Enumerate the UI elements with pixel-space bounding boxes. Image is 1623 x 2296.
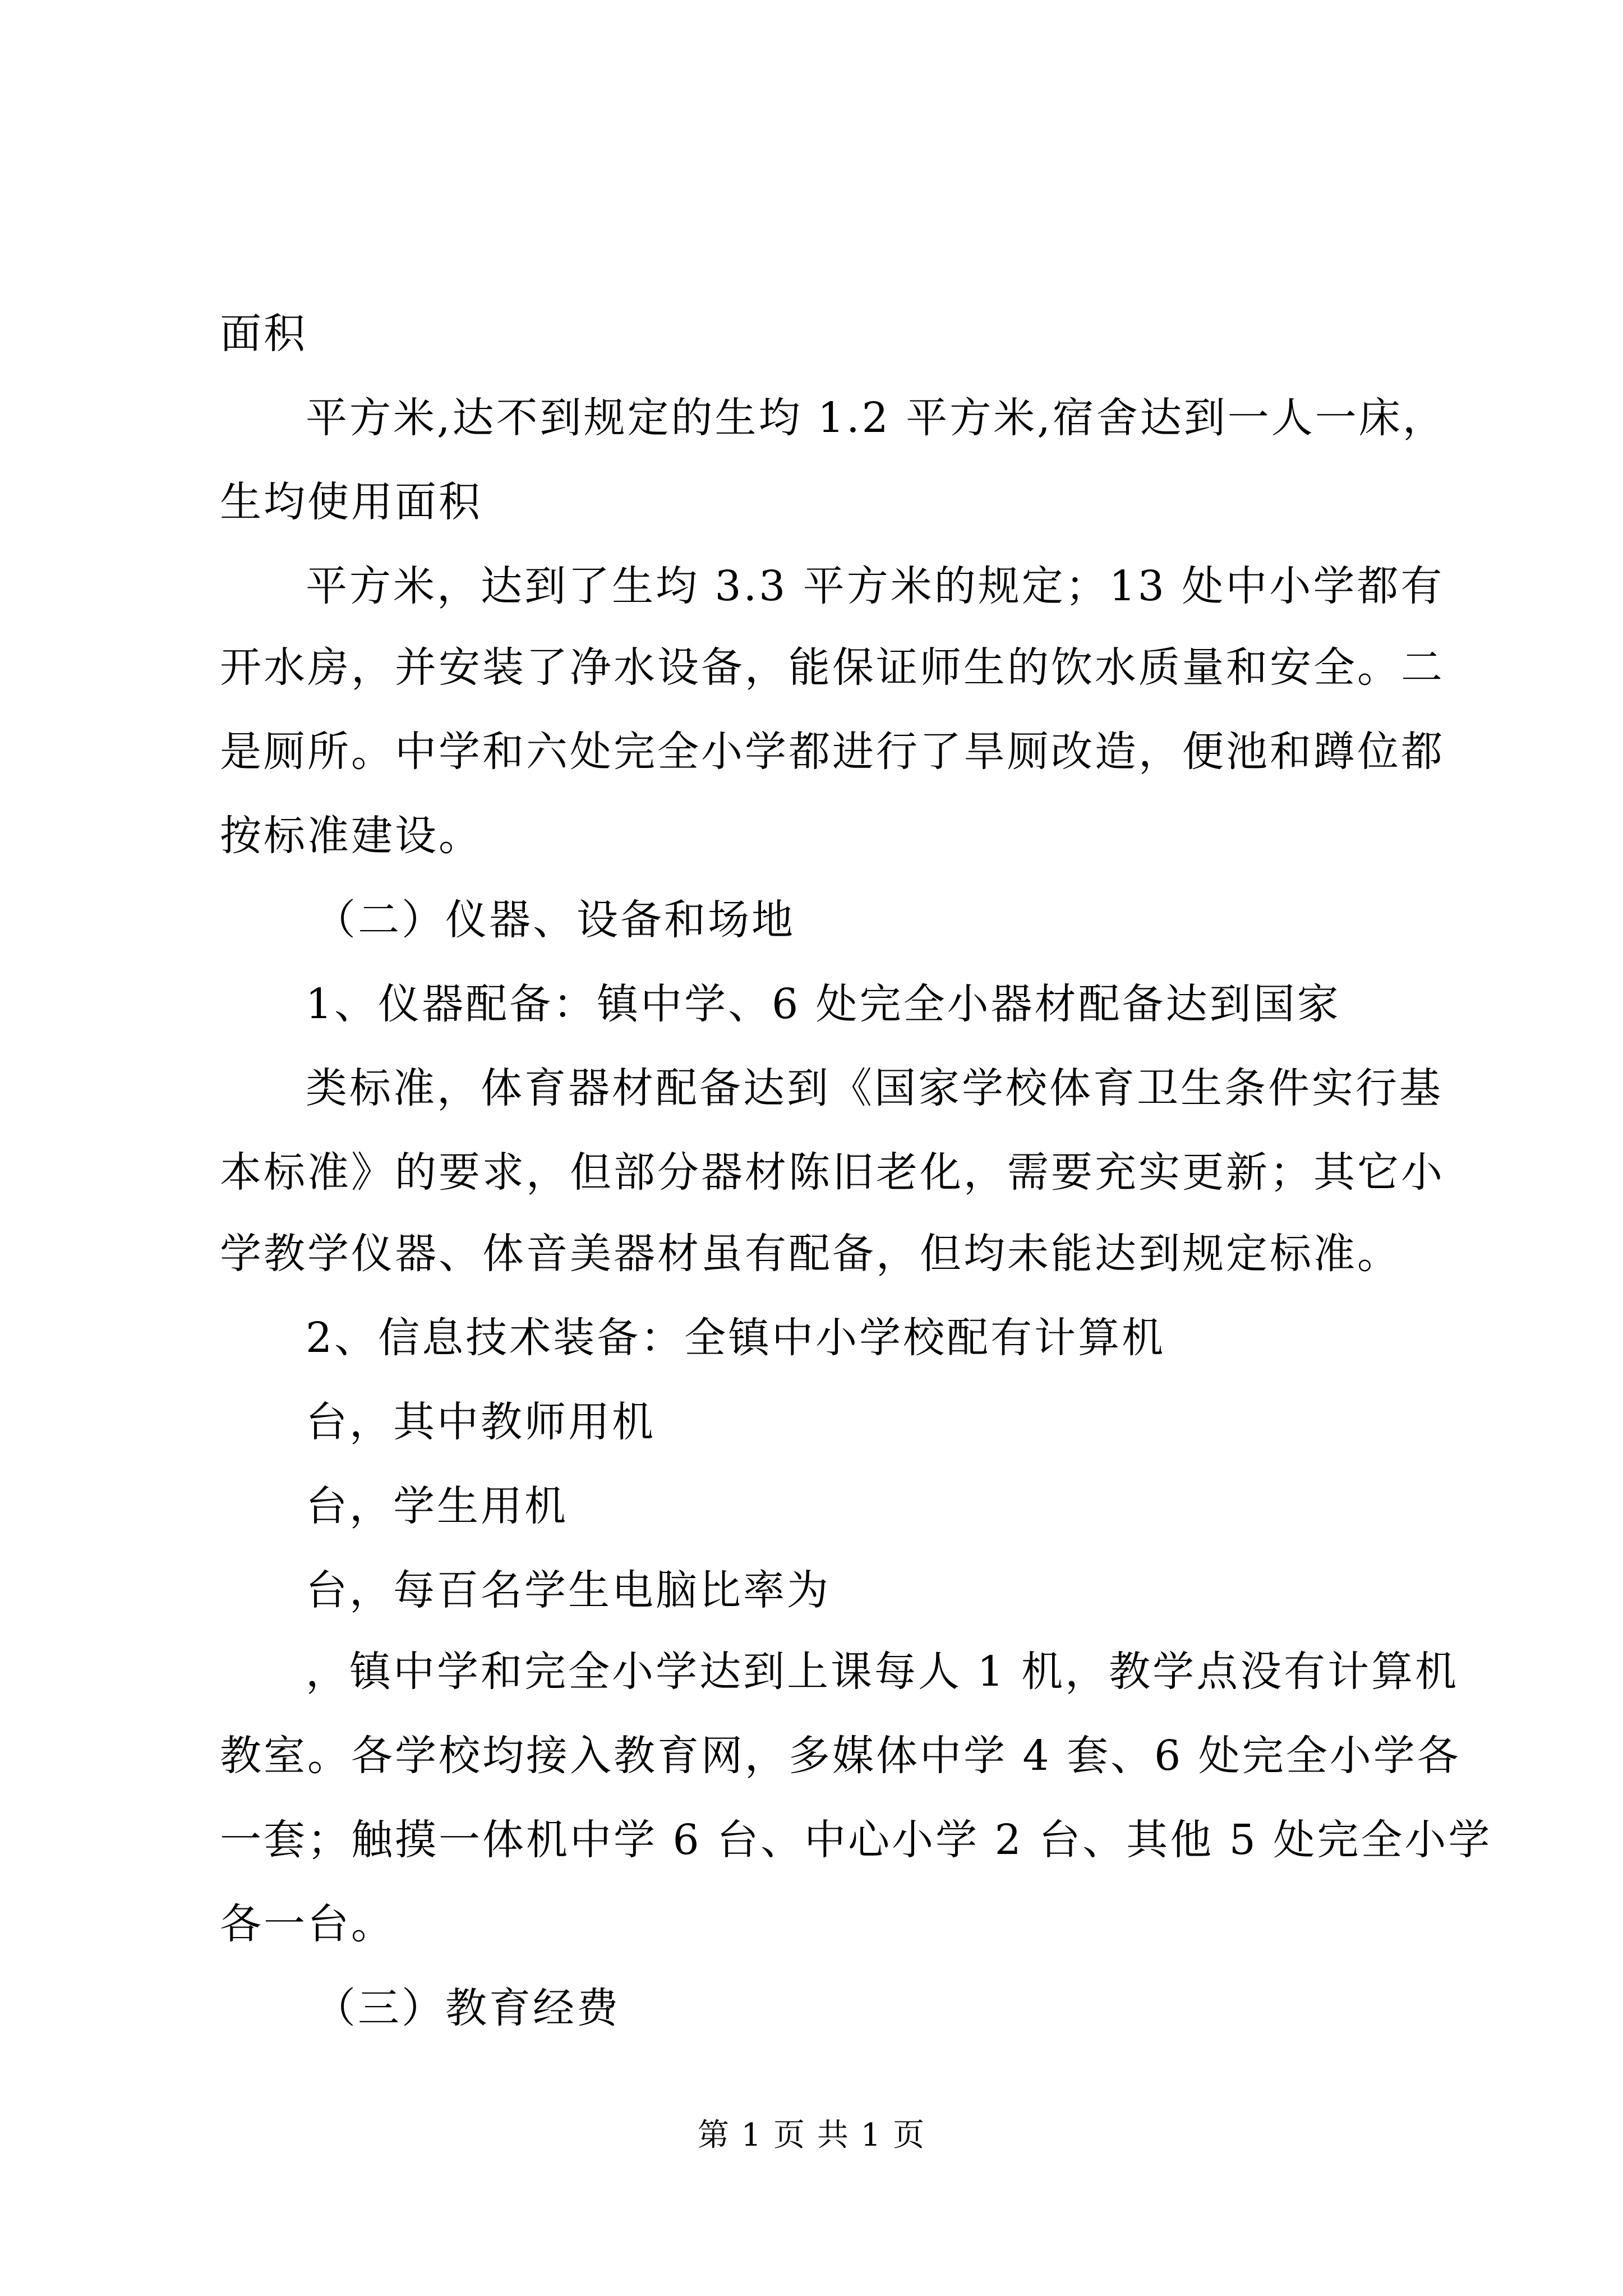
text-line: 本标准》的要求，但部分器材陈旧老化，需要充实更新；其它小 <box>220 1148 1445 1197</box>
section-heading: （二）仪器、设备和场地 <box>314 896 795 944</box>
text-line: 平方米，达到了生均 3.3 平方米的规定；13 处中小学都有 <box>306 562 1445 610</box>
text-line: 学教学仪器、体音美器材虽有配备，但均未能达到规定标准。 <box>220 1230 1401 1278</box>
text-line: 台，其中教师用机 <box>306 1398 656 1446</box>
text-line: 1、仪器配备：镇中学、6 处完全小器材配备达到国家 <box>306 980 1341 1028</box>
text-line: ，镇中学和完全小学达到上课每人 1 机，教学点没有计算机 <box>306 1648 1459 1696</box>
page-footer: 第 1 页 共 1 页 <box>697 2117 926 2154</box>
text-line: 生均使用面积 <box>220 478 482 526</box>
text-line: 平方米,达不到规定的生均 1.2 平方米,宿舍达到一人一床， <box>306 394 1446 442</box>
text-line: 按标准建设。 <box>220 812 482 860</box>
text-line: 面积 <box>220 310 307 358</box>
text-line: 一套；触摸一体机中学 6 台、中心小学 2 台、其他 5 处完全小学 <box>220 1816 1492 1864</box>
text-line: 台，每百名学生电脑比率为 <box>306 1566 831 1614</box>
section-heading: （三）教育经费 <box>314 1984 620 2032</box>
text-line: 台，学生用机 <box>306 1482 568 1530</box>
text-line: 各一台。 <box>220 1900 395 1948</box>
text-line: 教室。各学校均接入教育网，多媒体中学 4 套、6 处完全小学各 <box>220 1732 1461 1780</box>
text-line: 是厕所。中学和六处完全小学都进行了旱厕改造，便池和蹲位都 <box>220 728 1445 776</box>
text-line: 类标准，体育器材配备达到《国家学校体育卫生条件实行基 <box>306 1064 1443 1112</box>
text-line: 开水房，并安装了净水设备，能保证师生的饮水质量和安全。二 <box>220 643 1445 692</box>
text-line: 2、信息技术装备：全镇中小学校配有计算机 <box>306 1314 1166 1362</box>
